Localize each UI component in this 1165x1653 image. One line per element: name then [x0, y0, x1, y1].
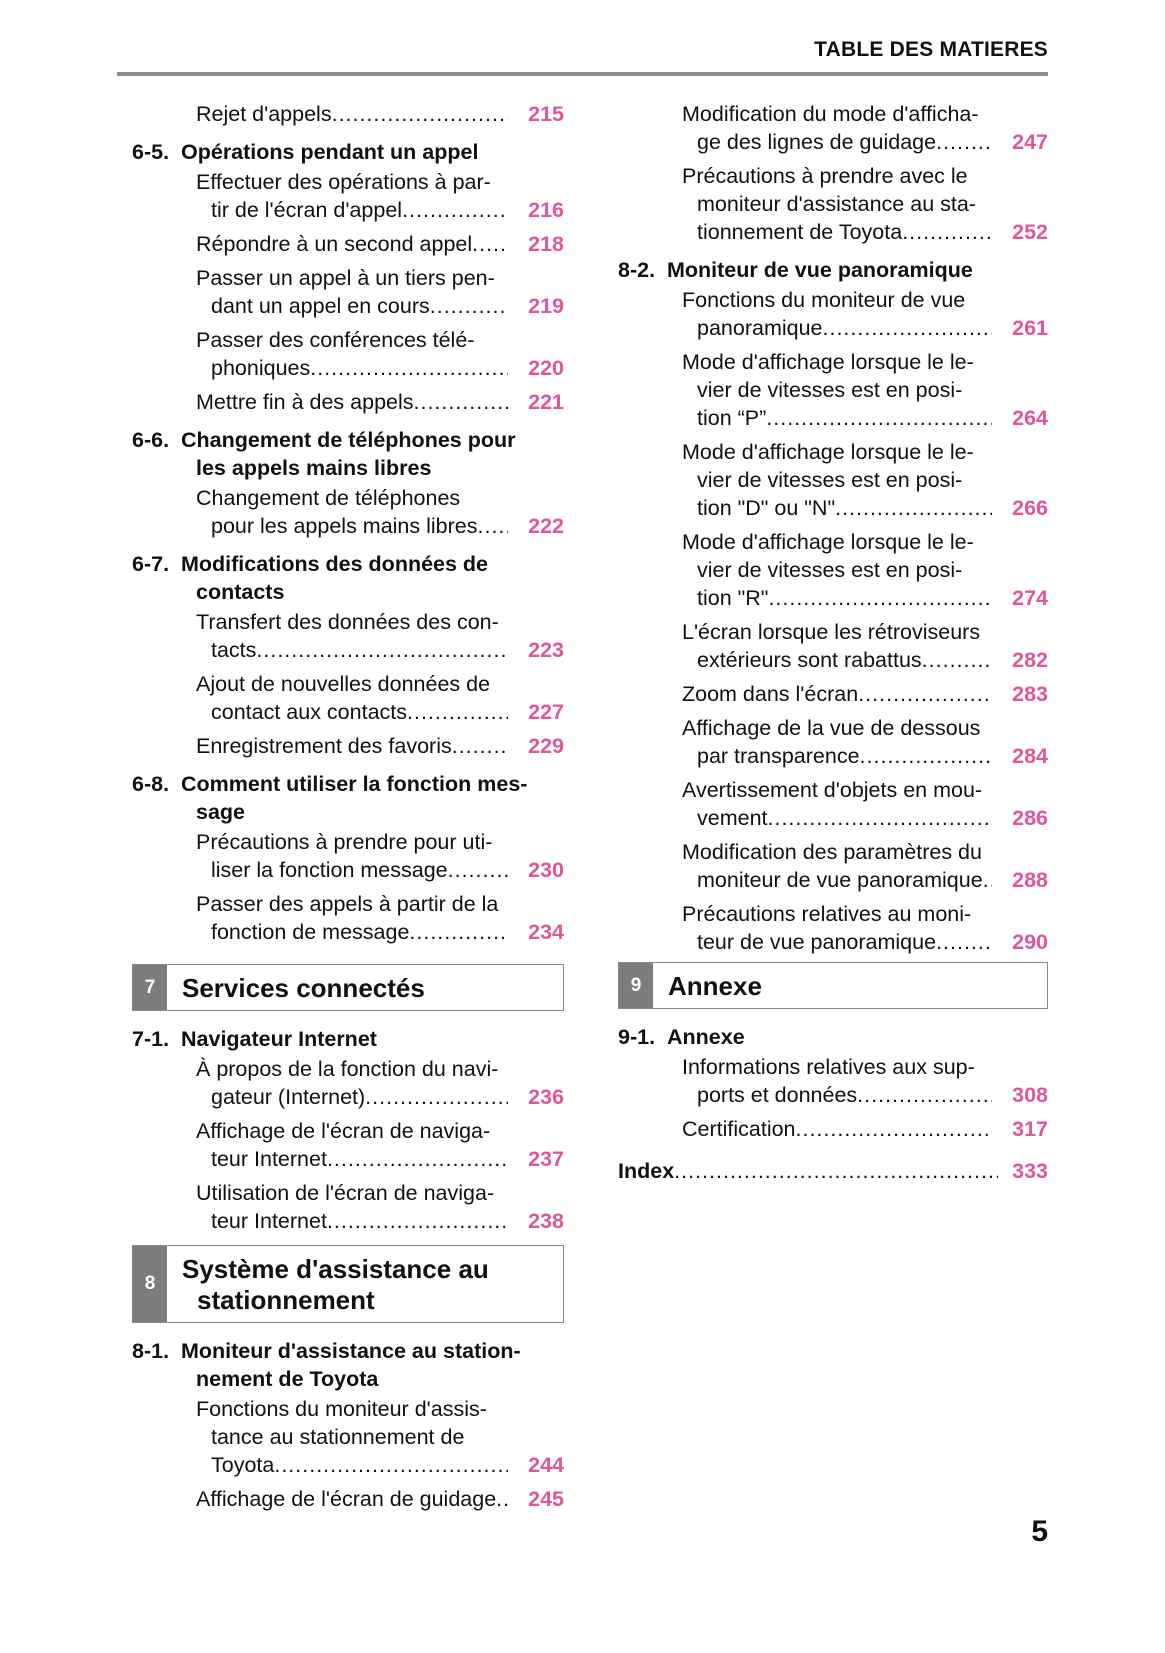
section-heading [132, 138, 564, 166]
entry-line: Précautions à prendre avec le [682, 164, 968, 188]
entry-text: tion "D" ou "N" [697, 496, 836, 520]
leader-dots [768, 804, 992, 832]
section-title [181, 550, 564, 606]
toc-entry[interactable] [132, 890, 564, 946]
page-number: 5 [1031, 1515, 1048, 1548]
chapter-title-line: Système d'assistance au [182, 1254, 489, 1284]
leader-dots [768, 584, 992, 612]
section-title-line: Annexe [667, 1025, 745, 1049]
toc-column-right [618, 100, 1048, 1185]
page-ref[interactable]: 317 [1012, 1117, 1048, 1141]
leader-dots [414, 388, 508, 416]
chapter-number-tab: 9 [619, 963, 653, 1008]
section-title-line: Moniteur d'assistance au station- [181, 1339, 521, 1363]
entry-line [196, 512, 508, 540]
toc-entry[interactable] [132, 1117, 564, 1173]
entry-text: tion “P” [697, 406, 767, 430]
entry-text: panoramique [697, 316, 823, 340]
entry-text: Rejet d'appels [196, 102, 332, 126]
toc-entry[interactable] [132, 230, 564, 258]
entry-text: Affichage de l'écran de guidage [196, 1487, 497, 1511]
entry-text: teur de vue panoramique [697, 930, 937, 954]
section-title [181, 1025, 564, 1053]
entry-line: Mode d'affichage lorsque le le- [682, 350, 974, 374]
section-title [181, 770, 564, 826]
section-number: 9-1. [618, 1025, 656, 1049]
leader-dots [365, 1083, 508, 1111]
entry-line [196, 1207, 508, 1235]
entry-text: moniteur de vue panoramique [697, 868, 983, 892]
section-entries [618, 1053, 1048, 1143]
chapter-heading[interactable] [132, 964, 564, 1011]
toc-entry[interactable] [132, 1179, 564, 1235]
entry-line: Modification des paramètres du [682, 840, 982, 864]
leader-dots [823, 314, 992, 342]
section-heading [618, 256, 1048, 284]
toc-entry[interactable] [132, 608, 564, 664]
section-title-line: Navigateur Internet [181, 1027, 377, 1051]
entry-line [682, 928, 992, 956]
leader-dots [452, 732, 508, 760]
leader-dots [448, 856, 508, 884]
leader-dots [402, 196, 508, 224]
entry-line [682, 646, 992, 674]
toc-entry[interactable] [132, 326, 564, 382]
entry-text: Répondre à un second appel [196, 232, 473, 256]
leader-dots [936, 928, 992, 956]
leader-dots [674, 1157, 998, 1185]
page-header-title: TABLE DES MATIERES [814, 38, 1048, 61]
index-entry[interactable] [618, 1157, 1048, 1185]
section-heading [132, 1337, 564, 1393]
entry-line: Mode d'affichage lorsque le le- [682, 440, 974, 464]
section-entries [618, 100, 1048, 246]
entry-line: Avertissement d'objets en mou- [682, 778, 983, 802]
leader-dots [922, 646, 992, 674]
leader-dots [902, 218, 992, 246]
section-number: 6-8. [132, 772, 170, 796]
entry-line [196, 292, 508, 320]
entry-text: Toyota [211, 1453, 275, 1477]
toc-entry[interactable] [618, 680, 1048, 708]
entry-text: extérieurs sont rabattus [697, 648, 922, 672]
section-entries [132, 168, 564, 416]
entry-line [682, 742, 992, 770]
toc-entry[interactable] [618, 714, 1048, 770]
entry-line [196, 698, 508, 726]
entry-line [196, 918, 508, 946]
toc-entry[interactable] [618, 348, 1048, 432]
entry-text: Certification [682, 1117, 796, 1141]
section-title-line: contacts [196, 580, 285, 604]
entry-line: Précautions relatives au moni- [682, 902, 972, 926]
leader-dots [496, 1485, 508, 1513]
toc-entry[interactable] [618, 528, 1048, 612]
entry-text: teur Internet [211, 1209, 327, 1233]
entry-text: tir de l'écran d'appel [211, 198, 403, 222]
toc-entry[interactable] [132, 264, 564, 320]
entry-line [682, 1115, 992, 1143]
header-divider [117, 72, 1048, 76]
page-ref[interactable]: 244 [528, 1453, 564, 1477]
entry-text: contact aux contacts [211, 700, 407, 724]
entry-line [196, 856, 508, 884]
chapter-title-line: stationnement [197, 1285, 375, 1315]
entry-line: Fonctions du moniteur d'assis- [196, 1397, 487, 1421]
toc-column-left [132, 100, 564, 1519]
section-title-line: sage [196, 800, 246, 824]
page-ref[interactable]: 236 [528, 1085, 564, 1109]
leader-dots [327, 1145, 508, 1173]
leader-dots [327, 1207, 508, 1235]
entry-line: Fonctions du moniteur de vue [682, 288, 966, 312]
leader-dots [332, 100, 508, 128]
section-title-line: Comment utiliser la fonction mes- [181, 772, 528, 796]
page-ref[interactable]: 284 [1012, 744, 1048, 768]
leader-dots [472, 230, 508, 258]
page-ref[interactable]: 220 [528, 356, 564, 380]
section-entries [132, 484, 564, 540]
page-ref[interactable]: 286 [1012, 806, 1048, 830]
page-ref[interactable]: 229 [528, 734, 564, 758]
index-label: Index [618, 1159, 675, 1183]
entry-line: Effectuer des opérations à par- [196, 170, 491, 194]
toc-entry[interactable] [618, 838, 1048, 894]
entry-line [682, 584, 992, 612]
toc-entry[interactable] [132, 388, 564, 416]
chapter-title [653, 963, 1047, 1008]
entry-line: Passer des conférences télé- [196, 328, 475, 352]
entry-line: À propos de la fonction du navi- [196, 1057, 499, 1081]
entry-line: tance au stationnement de [211, 1425, 465, 1449]
entry-line: Mode d'affichage lorsque le le- [682, 530, 974, 554]
section-title [181, 426, 564, 482]
entry-line: moniteur d'assistance au sta- [697, 192, 976, 216]
page-ref[interactable]: 290 [1012, 930, 1048, 954]
toc-entry[interactable] [618, 286, 1048, 342]
page-ref[interactable]: 283 [1012, 682, 1048, 706]
entry-line [196, 230, 508, 258]
toc-entry[interactable] [132, 1395, 564, 1479]
section-title-line: les appels mains libres [196, 456, 432, 480]
section-heading [132, 426, 564, 482]
page-ref[interactable]: 247 [1012, 130, 1048, 154]
entry-text: tionnement de Toyota [697, 220, 903, 244]
entry-text: tacts [211, 638, 257, 662]
entry-text: Zoom dans l'écran [682, 682, 859, 706]
entry-text: phoniques [211, 356, 311, 380]
leader-dots [430, 292, 508, 320]
leader-dots [409, 918, 508, 946]
page-ref[interactable]: 222 [528, 514, 564, 538]
page-ref[interactable]: 274 [1012, 586, 1048, 610]
entry-line: Affichage de l'écran de naviga- [196, 1119, 491, 1143]
section-entries [132, 608, 564, 760]
leader-dots [857, 1081, 992, 1109]
section-number: 8-1. [132, 1339, 170, 1363]
section-number: 6-7. [132, 552, 170, 576]
entry-line [196, 1451, 508, 1479]
page-ref[interactable]: 223 [528, 638, 564, 662]
entry-line: Passer un appel à un tiers pen- [196, 266, 495, 290]
chapter-title [167, 1246, 563, 1322]
section-heading [132, 550, 564, 606]
entry-line: Changement de téléphones [196, 486, 461, 510]
entry-line: L'écran lorsque les rétroviseurs [682, 620, 981, 644]
entry-line: Affichage de la vue de dessous [682, 716, 981, 740]
page-ref[interactable]: 264 [1012, 406, 1048, 430]
entry-line: Transfert des données des con- [196, 610, 499, 634]
leader-dots [858, 680, 992, 708]
entry-line [196, 1485, 508, 1513]
toc-entry[interactable] [132, 828, 564, 884]
entry-line [682, 494, 992, 522]
leader-dots [310, 354, 508, 382]
entry-line: Modification du mode d'afficha- [682, 102, 979, 126]
section-title-line: Changement de téléphones pour [181, 428, 516, 452]
entry-line: vier de vitesses est en posi- [697, 558, 963, 582]
entry-line [682, 128, 992, 156]
entry-text: dant un appel en cours [211, 294, 430, 318]
page-ref[interactable]: 282 [1012, 648, 1048, 672]
entry-line: vier de vitesses est en posi- [697, 468, 963, 492]
section-entries [132, 828, 564, 946]
page-ref[interactable]: 215 [528, 102, 564, 126]
chapter-title-line: Annexe [668, 971, 762, 1001]
entry-line [196, 636, 508, 664]
chapter-number-tab: 7 [133, 965, 167, 1010]
toc-entry[interactable] [618, 1115, 1048, 1143]
leader-dots [478, 512, 509, 540]
toc-entry[interactable] [132, 100, 564, 128]
page-ref[interactable]: 245 [528, 1487, 564, 1511]
section-heading [132, 1025, 564, 1053]
section-number: 7-1. [132, 1027, 170, 1051]
section-title-line: Moniteur de vue panoramique [667, 258, 973, 282]
entry-line: vier de vitesses est en posi- [697, 378, 963, 402]
toc-entry[interactable] [132, 484, 564, 540]
entry-line [196, 100, 508, 128]
entry-text: gateur (Internet) [211, 1085, 366, 1109]
entry-text: Enregistrement des favoris [196, 734, 452, 758]
entry-text: ports et données [697, 1083, 858, 1107]
entry-line [196, 732, 508, 760]
section-entries [132, 1395, 564, 1513]
entry-line [682, 804, 992, 832]
section-title-line: Opérations pendant un appel [181, 140, 479, 164]
entry-line [682, 404, 992, 432]
entry-text: pour les appels mains libres [211, 514, 478, 538]
leader-dots [796, 1115, 992, 1143]
entry-line: Informations relatives aux sup- [682, 1055, 975, 1079]
entry-text: teur Internet [211, 1147, 327, 1171]
entry-text: liser la fonction message [211, 858, 448, 882]
page-ref[interactable]: 252 [1012, 220, 1048, 244]
entry-line: Ajout de nouvelles données de [196, 672, 491, 696]
chapter-title-line: Services connectés [182, 973, 425, 1003]
chapter-heading[interactable] [132, 1245, 564, 1323]
toc-entry[interactable] [132, 670, 564, 726]
section-entries [132, 1055, 564, 1235]
section-heading [618, 1023, 1048, 1051]
page-ref[interactable]: 230 [528, 858, 564, 882]
section-number: 6-6. [132, 428, 170, 452]
entry-line [196, 354, 508, 382]
entry-text: par transparence [697, 744, 860, 768]
entry-line [196, 1145, 508, 1173]
section-number: 6-5. [132, 140, 170, 164]
page-ref[interactable]: 234 [528, 920, 564, 944]
toc-entry[interactable] [618, 776, 1048, 832]
section-number: 8-2. [618, 258, 656, 282]
toc-entry[interactable] [618, 100, 1048, 156]
entry-line: Précautions à prendre pour uti- [196, 830, 493, 854]
page-ref[interactable]: 237 [528, 1147, 564, 1171]
page-ref[interactable]: 308 [1012, 1083, 1048, 1107]
page-ref[interactable]: 227 [528, 700, 564, 724]
entry-line [682, 680, 992, 708]
entry-line [682, 866, 992, 894]
section-heading [132, 770, 564, 826]
chapter-number-tab: 8 [133, 1246, 167, 1322]
entry-line: Passer des appels à partir de la [196, 892, 499, 916]
entry-text: ge des lignes de guidage [697, 130, 937, 154]
page-ref[interactable]: 288 [1012, 868, 1048, 892]
leader-dots [835, 494, 992, 522]
entry-line [682, 314, 992, 342]
page-ref[interactable]: 216 [528, 198, 564, 222]
toc-entry[interactable] [618, 618, 1048, 674]
leader-dots [766, 404, 992, 432]
entry-line [196, 1083, 508, 1111]
section-title [181, 138, 564, 166]
toc-entry[interactable] [132, 1055, 564, 1111]
toc-entry[interactable] [132, 168, 564, 224]
entry-text: fonction de message [211, 920, 410, 944]
page-ref[interactable]: 238 [528, 1209, 564, 1233]
leader-dots [860, 742, 992, 770]
section-title [181, 1337, 564, 1393]
page-ref[interactable]: 261 [1012, 316, 1048, 340]
page-ref[interactable]: 221 [528, 390, 564, 414]
toc-entry[interactable] [618, 1053, 1048, 1109]
entry-text: tion "R" [697, 586, 769, 610]
toc-entry[interactable] [618, 900, 1048, 956]
toc-entry[interactable] [618, 438, 1048, 522]
leader-dots [256, 636, 508, 664]
toc-entry[interactable] [618, 162, 1048, 246]
leader-dots [936, 128, 992, 156]
entry-text: Mettre fin à des appels [196, 390, 414, 414]
page-ref[interactable]: 218 [528, 232, 564, 256]
page-ref[interactable]: 333 [1012, 1159, 1048, 1183]
toc-entry[interactable] [132, 732, 564, 760]
chapter-title [167, 965, 563, 1010]
entry-line [682, 218, 992, 246]
toc-entry[interactable] [132, 1485, 564, 1513]
entry-line [196, 196, 508, 224]
chapter-heading[interactable] [618, 962, 1048, 1009]
section-title [667, 1023, 1048, 1051]
leader-dots [407, 698, 508, 726]
entry-line [682, 1081, 992, 1109]
page-ref[interactable]: 219 [528, 294, 564, 318]
page-ref[interactable]: 266 [1012, 496, 1048, 520]
entry-line: Utilisation de l'écran de naviga- [196, 1181, 495, 1205]
leader-dots [274, 1451, 508, 1479]
section-title-line: Modifications des données de [181, 552, 489, 576]
section-title-line: nement de Toyota [196, 1367, 379, 1391]
entry-text: vement [697, 806, 768, 830]
section-entries [618, 286, 1048, 956]
leader-dots [983, 866, 992, 894]
section-title [667, 256, 1048, 284]
entry-line [196, 388, 508, 416]
